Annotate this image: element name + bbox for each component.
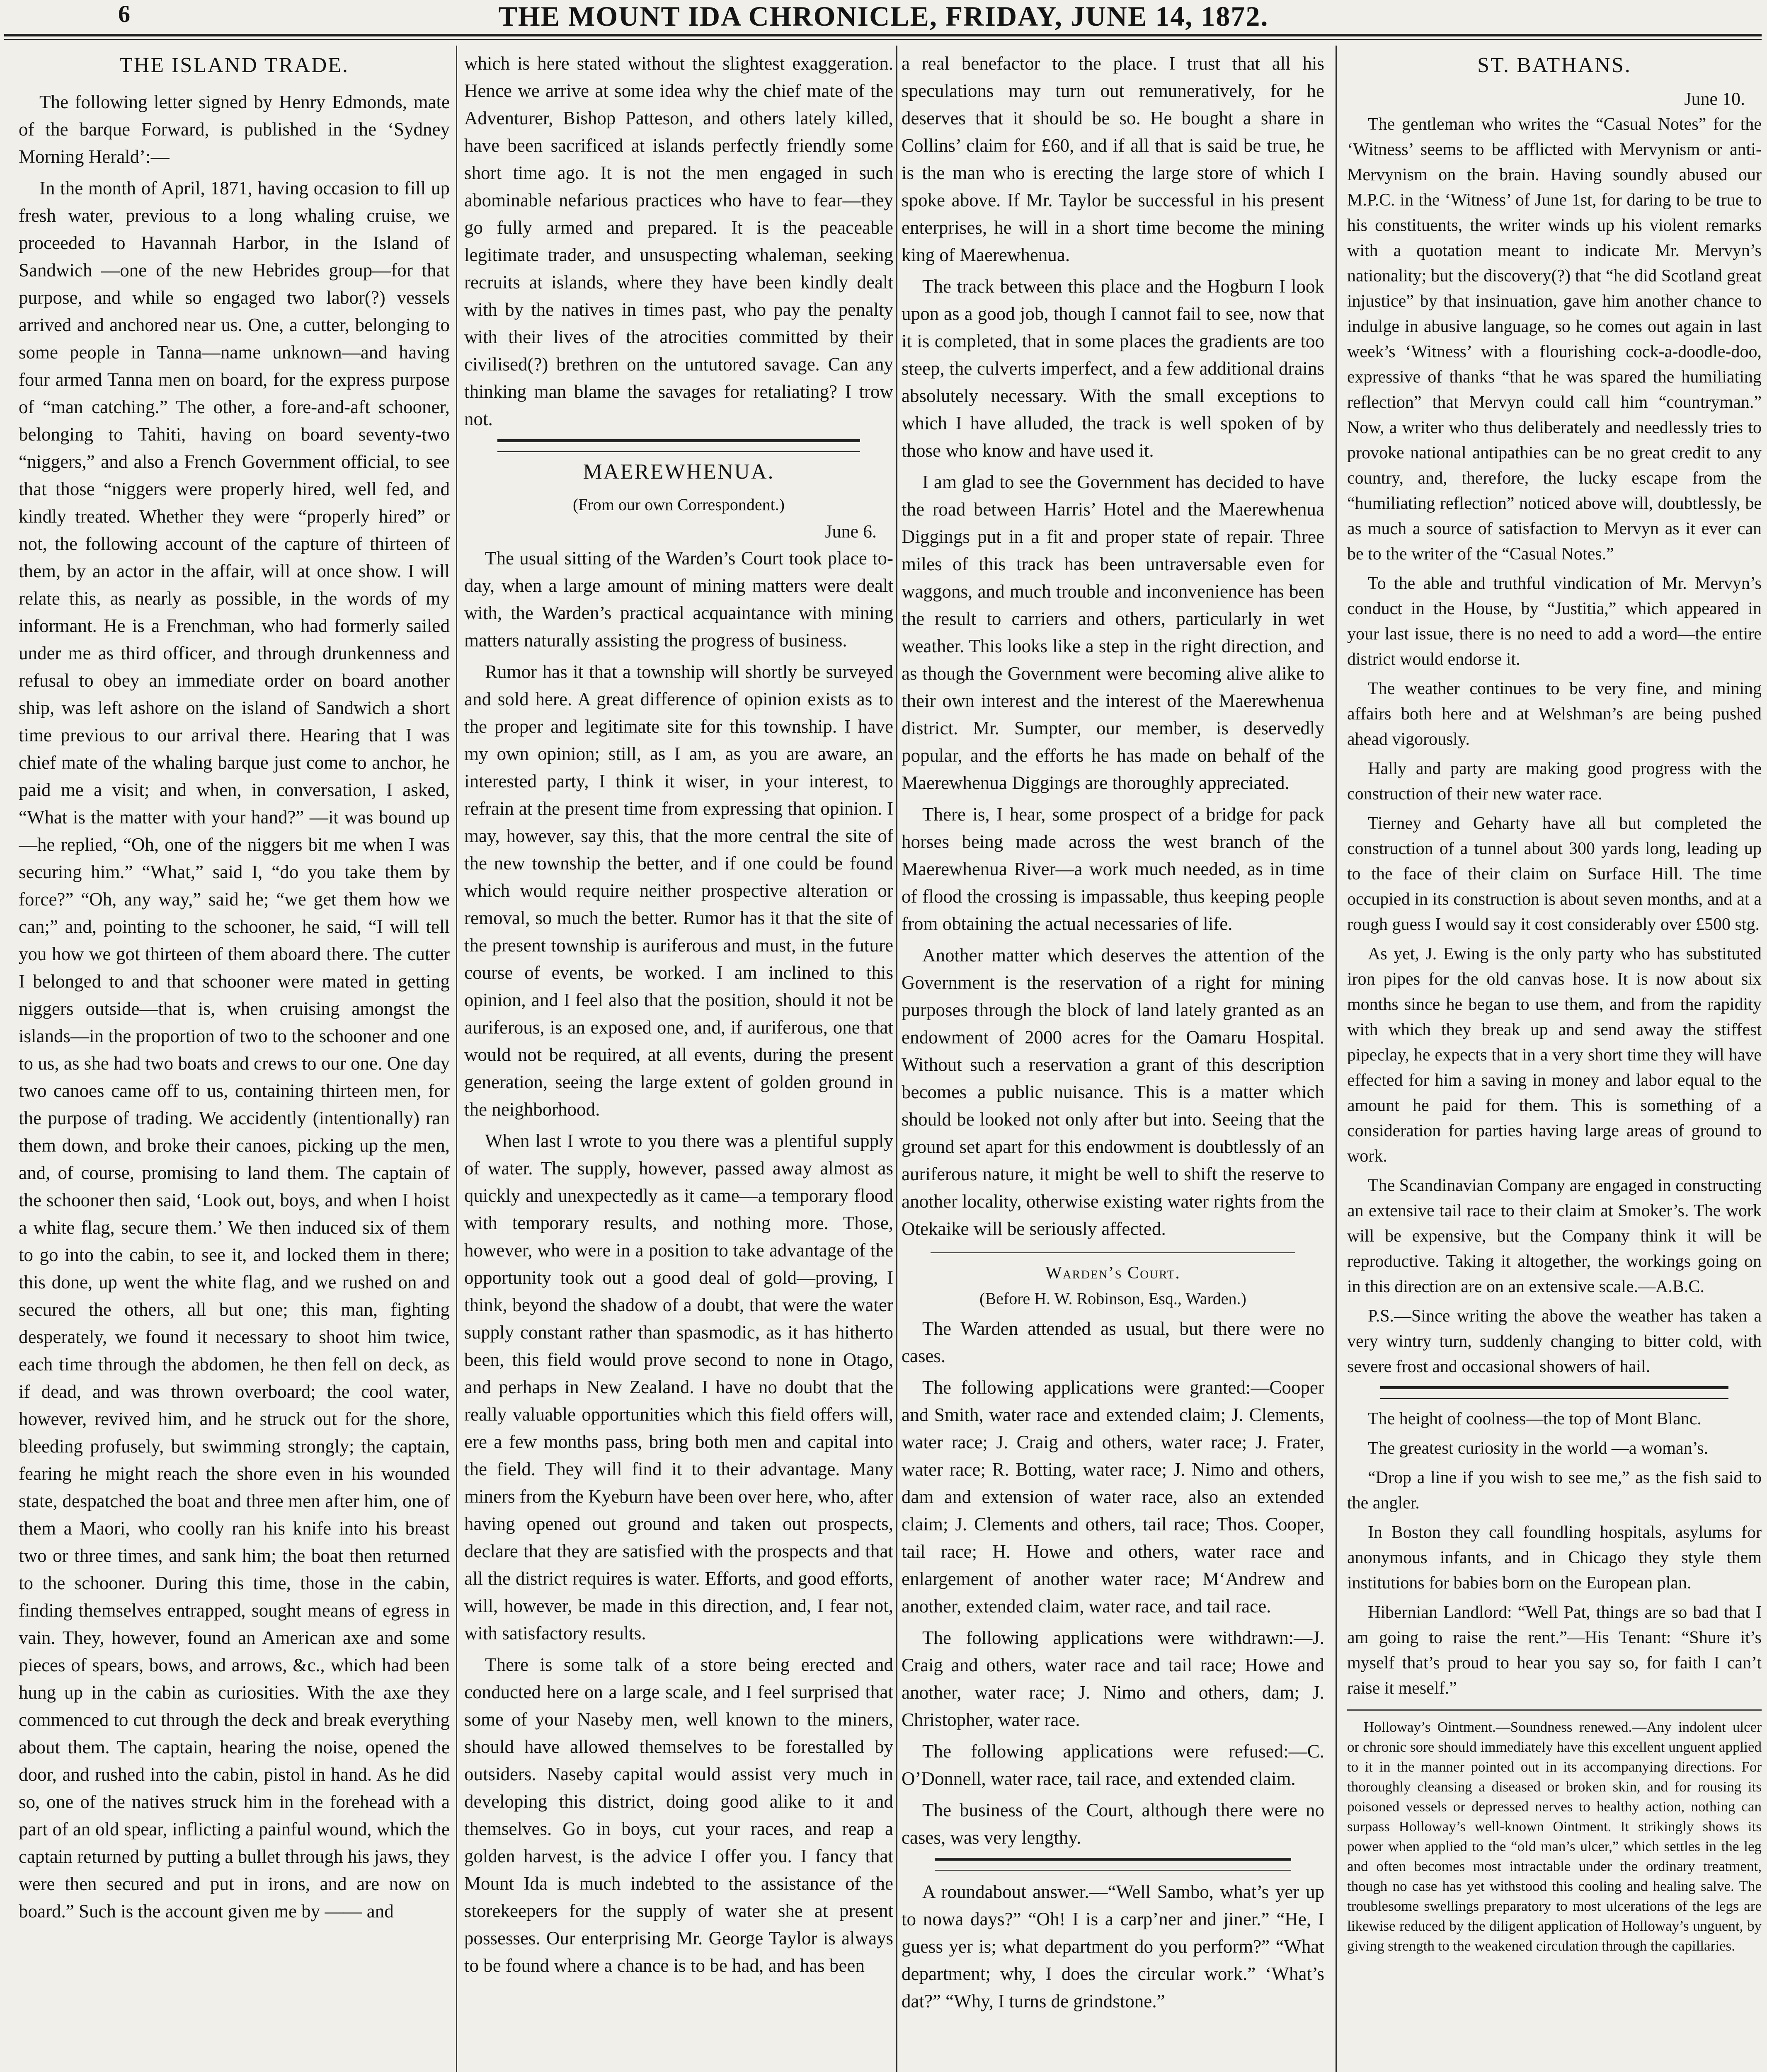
article-paragraph: There is, I hear, some prospect of a bridge for pack horses being made across the west branch of the Maerewhenua River—a work much needed, as in time of flood the crossing is impassable, thus keeping people from obtaining the actual necessaries of life. [902, 804, 1324, 934]
article-paragraph: The weather continues to be very fine, and mining affairs both here and at Welshman’s are being pushed ahead vigorously. [1347, 679, 1762, 749]
article-paragraph: When last I wrote to you there was a plentiful supply of water. The supply, however, passed away almost as quickly and unexpectedly as it came—a temporary flood with temporary results, and nothing more. Those, however, who were in a position to take advantage of the opportunity took out a good deal of gold—proving, I think, beyond the shadow of a doubt, that were the water supply constant rather than spasmodic, as it has hitherto been, this field would prove second to none in Otago, and perhaps in New Zealand. I have no doubt that the really valuable opportunities which this field offers will, ere a few months pass, bring both men and capital into the field. They will find it to their advantage. Many miners from the Kyeburn have been over here, who, after having opened out ground and taken out prospects, declare that they are satisfied with the prospects and that all the district requires is water. Efforts, and good efforts, will, however, be made in this direction, and, I fear not, with satisfactory results. [464, 1130, 893, 1644]
article-paragraph: P.S.—Since writing the above the weather has taken a very wintry turn, suddenly changing to bitter cold, with severe frost and occasional showers of hail. [1347, 1307, 1762, 1376]
article-paragraph: In the month of April, 1871, having occasion to fill up fresh water, previous to a long whaling cruise, we proceeded to Havannah Harbor, in the Island of Sandwich —one of the new Hebrides group—for that purpose, and while so engaged two labor(?) vessels arrived and anchored near us. One, a cutter, belonging to some people in Tanna—name unknown—and having four armed Tanna men on board, for the express purpose of “man catching.” The other, a fore-and-aft schooner, belonging to Tahiti, having on board seventy-two “niggers,” and also a French Government official, to see that those “niggers were properly hired, well fed, and kindly treated. Whether they were “properly hired” or not, the following account of the capture of thirteen of them, by an actor in the affair, will at once show. I will relate this, as nearly as possible, in the words of my informant. He is a Frenchman, who had formerly sailed under me as third officer, and through drunkenness and refusal to obey an immediate order on board another ship, was left ashore on the island of Sandwich a short time previous to our arrival there. Hearing that I was chief mate of the whaling barque just come to anchor, he paid me a visit; and when, in conversation, I asked, “What is the matter with your hand?” —it was bound up—he replied, “Oh, one of the niggers bit me when I was securing him.” “What,” said I, “do you take them by force?” “Oh, any way,” said he; “we get them how we can;” and, pointing to the schooner, he said, “I will tell you how we got thirteen of them aboard there. The cutter I belonged to and that schooner were mated in getting niggers outside—that is, when cruising amongst the islands—in the proportion of two to the schooner and one to us, as she had two boats and crews to our one. One day two canoes came off to us, containing thirteen men, for the purpose of trading. We accidently (intentionally) ran them down, and broke their canoes, picking up the men, and, of course, promising to land them. The captain of the schooner then said, ‘Look out, boys, and when I hoist a white flag, secure them.’ We then induced six of them to go into the cabin, to see it, and locked them in there; this done, up went the white flag, and we rushed on and secured the others, all but one; this man, fighting desperately, we found it necessary to shoot him twice, each time through the abdomen, he then fell on deck, as if dead, and was thrown overboard; the cool water, however, revived him, and he struck out for the shore, bleeding profusely, but swimming strongly; the captain, fearing he might reach the shore even in his wounded state, despatched the boat and three men after him, one of them a Maori, who coolly ran his knife into his breast two or three times, and sank him; the boat then returned to the schooner. During this time, those in the cabin, finding themselves entrapped, sought means of egress in vain. They, however, found an American axe and some pieces of spears, bows, and arrows, &c., which had been hung up in the cabin as curiosities. With the axe they commenced to cut through the deck and break everything about them. The captain, hearing the noise, opened the door, and rushed into the cabin, pistol in hand. As he did so, one of the natives struck him in the forehead with a part of an old spear, inflicting a painful wound, which the captain returned by putting a bullet through his jaws, they were then secured and put in irons, and are now on board.” Such is the account given me by —— and [19, 178, 450, 1922]
column-divider [456, 46, 457, 2072]
article-paragraph: Another matter which deserves the attention of the Government is the reservation of a right for mining purposes through the block of land lately granted as an endowment of 2000 acres for the Oamaru Hospital. Without such a reservation a grant of this description becomes a public nuisance. This is a matter which should be looked not only after but into. Seeing that the ground set apart for this endowment is doubtlessly of an auriferous nature, it might be well to shift the reserve to another locality, otherwise existing water rights from the Otekaike will be seriously affected. [902, 945, 1324, 1239]
court-paragraph: The following applications were refused:—C. O’Donnell, water race, tail race, and extended claim. [902, 1741, 1324, 1789]
article-paragraph: The following letter signed by Henry Edmonds, mate of the barque Forward, is published in the ‘Sydney Morning Herald’:— [19, 92, 450, 167]
section-separator [497, 439, 860, 452]
dateline: June 6. [825, 521, 877, 542]
dateline: June 10. [1684, 89, 1745, 109]
article-heading-island-trade: THE ISLAND TRADE. [119, 53, 349, 77]
article-paragraph: which is here stated without the slightest exaggeration. Hence we arrive at some idea why the chief mate of the Adventurer, Bishop Patteson, and others lately killed, have been sacrificed at islands perfectly friendly some short time ago. It is not the men engaged in such abominable nefarious practices who have to fear—they go fully armed and prepared. It is the peaceable legitimate trader, and unsuspecting whaleman, seeking recruits at islands, where they have been kindly dealt with by the natives in times past, who pay the penalty with their lives of the atrocities committed by their civilised(?) brethren on the untutored savage. Can any thinking man blame the savages for retaliating? I trow not. [464, 53, 893, 429]
article-paragraph: To the able and truthful vindication of Mr. Mervyn’s conduct in the House, by “Justitia,” which appeared in your last issue, there is no need to add a word—the entire district would endorse it. [1347, 574, 1762, 669]
article-paragraph: The Scandinavian Company are engaged in constructing an extensive tail race to their claim at Smoker’s. The work will be expensive, but the Company think it will be reproductive. Taking it altogether, the workings going on in this direction are on an extensive scale.—A.B.C. [1347, 1176, 1762, 1296]
newspaper-title: THE MOUNT IDA CHRONICLE, FRIDAY, JUNE 14, 1872. [498, 0, 1269, 32]
miscellany-item: In Boston they call foundling hospitals, asylums for anonymous infants, and in Chicago they style them institutions for babies born on the European plan. [1347, 1523, 1762, 1593]
article-paragraph: a real benefactor to the place. I trust that all his speculations may turn out remuneratively, for he deserves that it should be so. He bought a share in Collins’ claim for £60, and if all that is said be true, he is the man who is erecting the large store of which I spoke above. If Mr. Taylor be successful in his present enterprises, he will in a short time become the mining king of Maerewhenua. [902, 53, 1324, 265]
article-paragraph: Rumor has it that a township will shortly be surveyed and sold here. A great difference of opinion exists as to the proper and legitimate site for this township. I have my own opinion; still, as I am, as you are aware, an interested party, I think it wiser, in your interest, to refrain at the present time from expressing that opinion. I may, however, say this, that the more central the site of the new township the better, and if one could be found which would require neither prospective alteration or removal, so much the better. Rumor has it that the site of the present township is auriferous and must, in the future course of events, be worked. I am inclined to this opinion, and I feel also that the position, should it not be auriferous, is an exposed one, and, if auriferous, one that would not be required, at all events, during the present generation, seeing the large extent of golden ground in the neighborhood. [464, 661, 893, 1120]
column-st-bathans [1347, 50, 1762, 2072]
article-paragraph: Tierney and Geharty have all but completed the construction of a tunnel about 300 yards long, leading up to the face of their claim on Surface Hill. The time occupied in its construction is about seven months, and at a rough guess I would say it cost considerably over £500 stg. [1347, 814, 1762, 934]
masthead [0, 0, 1767, 46]
miscellany-item: The height of coolness—the top of Mont Blanc. [1368, 1409, 1702, 1428]
masthead-rule [4, 34, 1762, 40]
article-heading-st-bathans: ST. BATHANS. [1477, 53, 1631, 77]
column-maerewhenua-continued [902, 50, 1324, 2072]
page-number: 6 [118, 0, 130, 27]
column-divider [896, 46, 897, 2072]
section-separator [1380, 1386, 1728, 1399]
wardens-court-subheading: (Before H. W. Robinson, Esq., Warden.) [979, 1289, 1246, 1308]
section-separator [935, 1858, 1291, 1871]
court-paragraph: The business of the Court, although there were no cases, was very lengthy. [902, 1800, 1324, 1848]
article-paragraph: I am glad to see the Government has decided to have the road between Harris’ Hotel and the Maerewhenua Diggings put in a fit and proper state of repair. Three miles of this track has been untraversable even for waggons, and much trouble and inconvenience has been the result to carriers and others, particularly in wet weather. This looks like a step in the right direction, and as though the Government were becoming alive alike to their own interest and the interest of the Maerewhenua district. Mr. Sumpter, our member, is deservedly popular, and the efforts he has made on behalf of the Maerewhenua Diggings are thoroughly appreciated. [902, 472, 1324, 793]
article-paragraph: The gentleman who writes the “Casual Notes” for the ‘Witness’ seems to be afflicted with Mervynism or anti-Mervynism on the brain. Having soundly abused our M.P.C. in the ‘Witness’ of June 1st, for daring to be true to his constituents, the writer winds up his violent remarks with a quotation meant to indicate Mr. Mervyn’s nationality; but the discovery(?) that “he did Scotland great injustice” by that insinuation, gave him another chance to indulge in abusive language, so he comes out again in last week’s ‘Witness’ with a flourishing cock-a-doodle-doo, expressive of thanks “that he was spared the humiliating reflection” that Mervyn could call him “countryman.” Now, a writer who thus deliberately and needlessly tries to provoke national antipathies can be no great credit to any country, and, therefore, the lucky escape from the “humiliating reflection” noticed above will, doubtlessly, be as much a source of satisfaction to Mervyn as it ever can be to the writer of the “Casual Notes.” [1347, 115, 1762, 564]
miscellany-item: The greatest curiosity in the world —a woman’s. [1368, 1439, 1709, 1458]
advertisement-holloways-ointment [1347, 1709, 1762, 1956]
advertisement-text: Holloway’s Ointment.—Soundness renewed.—Any indolent ulcer or chronic sore should immediately have this excellent unguent applied to it in the manner pointed out in its accompanying directions. For thoroughly cleansing a diseased or broken skin, and for rousing its poisoned vessels or depressed nerves to healthy action, nothing can surpass Holloway’s well-known Ointment. It strikingly shows its power when applied to the “old man’s ulcer,” which settles in the leg and often becomes most intractable under the ordinary treatment, though no case has yet withstood this cooling and healing salve. The troublesome swellings preparatory to most ulcerations of the legs are likewise reduced by the diligent application of Holloway’s unguent, by giving strength to the weakened circulation through the capillaries. [1347, 1719, 1762, 1954]
court-paragraph: The following applications were granted:—Cooper and Smith, water race and extended claim; J. Clements, water race; J. Craig and others, water race; J. Frater, water race; R. Botting, water race; J. Nimo and others, dam and extension of water race, also an extended claim; J. Clements and others, tail race; Thos. Cooper, tail race; H. Howe and others, water race and enlargement of another water race; M‘Andrew and another, extended claim, water race, and tail race. [902, 1377, 1324, 1617]
miscellany-item: “Drop a line if you wish to see me,” as the fish said to the angler. [1347, 1468, 1762, 1513]
column-divider [1336, 46, 1337, 2072]
article-subheading: (From our own Correspondent.) [572, 495, 785, 514]
court-paragraph: The Warden attended as usual, but there were no cases. [902, 1318, 1324, 1366]
wardens-court-heading: Warden’s Court. [1045, 1264, 1180, 1283]
article-paragraph: Hally and party are making good progress with the construction of their new water race. [1347, 759, 1762, 804]
section-separator [931, 1252, 1295, 1253]
column-island-trade [19, 50, 450, 2072]
court-paragraph: The following applications were withdrawn:—J. Craig and others, water race and tail race; Howe and another, water race; J. Nimo and others, dam; J. Christopher, water race. [902, 1627, 1324, 1730]
article-heading-maerewhenua: MAEREWHENUA. [583, 460, 775, 484]
article-paragraph: The usual sitting of the Warden’s Court took place to-day, when a large amount of mining matters were dealt with, the Warden’s practical acquaintance with mining matters naturally assisting the progress of business. [464, 548, 893, 651]
article-paragraph: As yet, J. Ewing is the only party who has substituted iron pipes for the old canvas hose. It is now about six months since he began to use them, and from the rapidity with which they break up and send away the stiffest pipeclay, he expects that in a very short time they will have effected for him a saving in money and labor equal to the amount he paid for them. This is something of a consideration for parties having large areas of ground to work. [1347, 944, 1762, 1166]
column-maerewhenua [464, 50, 893, 2072]
miscellany-item: Hibernian Landlord: “Well Pat, things are so bad that I am going to raise the rent.”—His Tenant: “Shure it’s myself that’s proud to hear you say so, for faith I can’t raise it meself.” [1347, 1603, 1762, 1698]
article-paragraph: There is some talk of a store being erected and conducted here on a large scale, and I feel surprised that some of your Naseby men, well known to the miners, should have allowed themselves to be forestalled by outsiders. Naseby capital would assist very much in developing this district, doing good alike to it and themselves. Go in boys, cut your races, and reap a golden harvest, is the advice I offer you. I fancy that Mount Ida is much indebted to the assistance of the storekeepers for the supply of water she at present possesses. Our enterprising Mr. George Taylor is always to be found where a chance is to be had, and has been [464, 1654, 893, 1976]
joke-paragraph: A roundabout answer.—“Well Sambo, what’s yer up to nowa days?” “Oh! I is a carp’ner and jiner.” “He, I guess yer is; what department do you perform?” “What department; why, I does the circular work.” ‘What’s dat?” “Why, I turns de grindstone.” [902, 1881, 1324, 2011]
article-paragraph: The track between this place and the Hogburn I look upon as a good job, though I cannot fail to see, now that it is completed, that in some places the gradients are too steep, the culverts imperfect, and a few additional drains absolutely necessary. With the small exceptions to which I have alluded, the track is well spoken of by those who know and have used it. [902, 276, 1324, 461]
